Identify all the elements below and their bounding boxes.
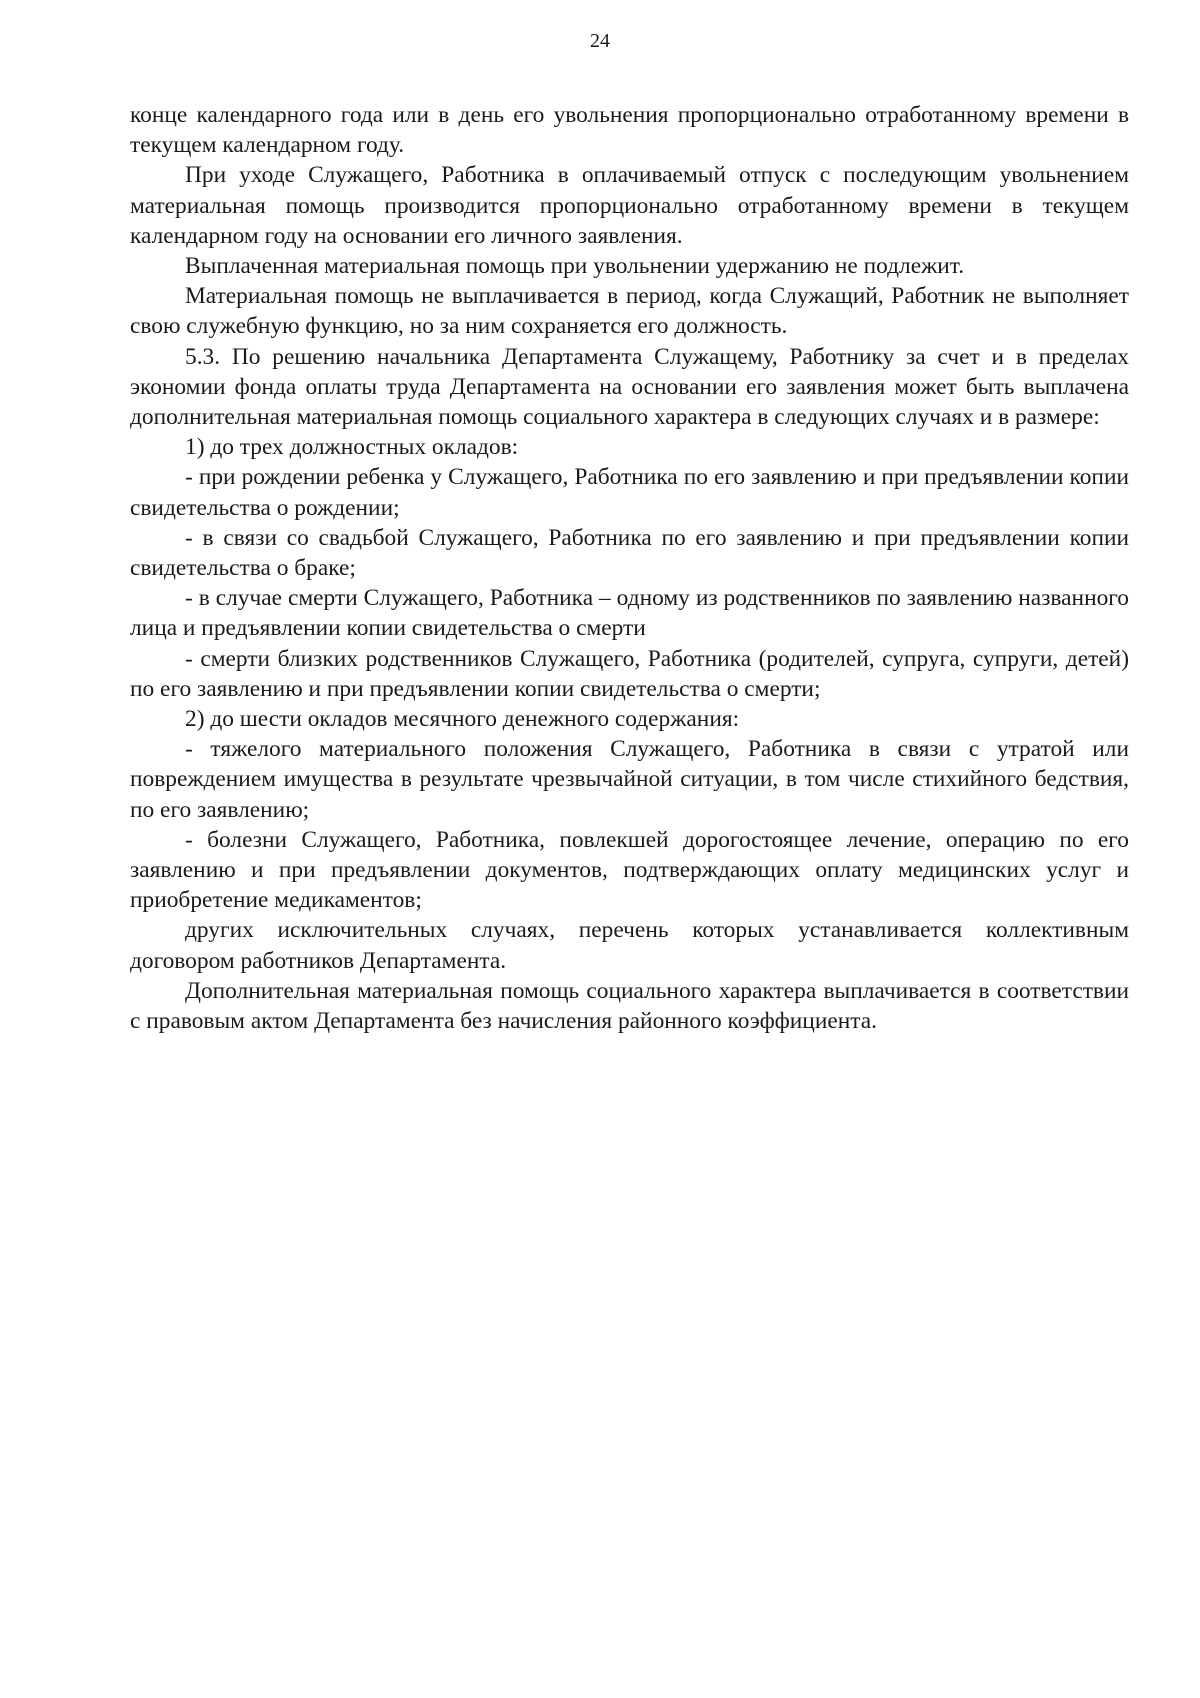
- list-item-wedding: - в связи со свадьбой Служащего, Работника по его заявлению и при предъявлении копии свидетельства о браке;: [130, 524, 1129, 582]
- paragraph-vacation-dismissal: При уходе Служащего, Работника в оплачиваемый отпуск с последующим увольнением материальная помощь производится пропорционально отработанному времени в текущем календарном году на основании его личного заявления.: [130, 162, 1129, 249]
- list-item-death-employee: - в случае смерти Служащего, Работника – одному из родственников по заявлению названного лица и предъявлении копии свидетельства о смерти: [130, 585, 1129, 642]
- paragraph-no-withholding: Выплаченная материальная помощь при увольнении удержанию не подлежит.: [185, 253, 965, 280]
- paragraph-not-paid-period: Материальная помощь не выплачивается в период, когда Служащий, Работник не выполняет свою служебную функцию, но за ним сохраняется его должность.: [130, 283, 1129, 340]
- list-item-other-cases: других исключительных случаях, перечень которых устанавливается коллективным договором работников Департамента.: [130, 917, 1129, 974]
- list-item-hardship: - тяжелого материального положения Служащего, Работника в связи с утратой или повреждением имущества в результате чрезвычайной ситуации, в том числе стихийного бедствия, по его заявлению;: [130, 736, 1129, 823]
- list-item-illness: - болезни Служащего, Работника, повлекшей дорогостоящее лечение, операцию по его заявлению и при предъявлении документов, подтверждающих оплату медицинских услуг и приобретение медикаментов;: [130, 826, 1129, 914]
- paragraph-section-5-3: 5.3. По решению начальника Департамента Служащему, Работнику за счет и в пределах экономии фонда оплаты труда Департамента на основании его заявления может быть выплачена дополнительная материальная помощь социального характера в следующих случаях и в размере:: [130, 343, 1129, 431]
- list-item-birth: - при рождении ребенка у Служащего, Работника по его заявлению и при предъявлении копии свидетельства о рождении;: [130, 464, 1129, 521]
- paragraph-payment-rule: Дополнительная материальная помощь социального характера выплачивается в соответствии с правовым актом Департамента без начисления районного коэффициента.: [130, 977, 1129, 1035]
- document-body: [130, 100, 1129, 1036]
- page-number: 24: [590, 30, 610, 52]
- paragraph-continuation: конце календарного года или в день его увольнения пропорционально отработанному времени в текущем календарном году.: [130, 102, 1129, 159]
- paragraph-item-1: 1) до трех должностных окладов:: [185, 434, 519, 461]
- paragraph-item-2: 2) до шести окладов месячного денежного содержания:: [185, 706, 740, 733]
- list-item-death-relatives: - смерти близких родственников Служащего, Работника (родителей, супруга, супруги, детей) по его заявлению и при предъявлении копии свидетельства о смерти;: [130, 645, 1129, 702]
